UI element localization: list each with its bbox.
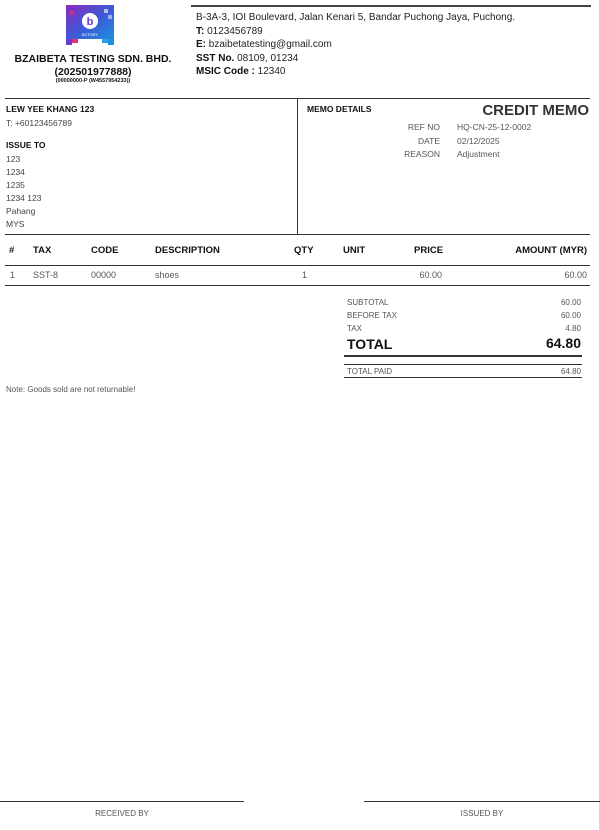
col-header-code: CODE [91, 245, 119, 256]
total-value: 64.80 [545, 335, 581, 351]
total-rule-thin [344, 364, 582, 365]
credit-memo-page: b BZTORY BZAIBETA TESTING SDN. BHD. (202501977888) (00000000-P (W4557954233)) B-3A-3, IOI Boulevard, Jalan Kenari 5, Bandar Puchong Jaya, Puchong. T: 0123456789 E: bzaibetatesting@gmail.com SST No. 08109, 01234 MSIC Code : 12340 LEW YEE KHANG 123 T: +60123456789 ISSUE TO 123 1234 1235 1234 123 Pahang MYS MEMO DETAILS CREDIT MEMO REF NO HQ-CN-25-12-0002 DATE 02/12/2025 REASON Adjustment # TAX CODE DESCRIPTION QTY UNIT PRICE AMOUNT (MYR) 1 SST-8 00000 shoes 1 60.00 60.00 SUBTOTAL 60.00 BEFORE TAX 60.00 TAX 4.80 TOTAL 64.80 TOTAL PAID 64.80 Note: Goods sold are not returnable! RECEIVED BY ISSUED BY [0, 0, 600, 830]
before-tax-value: 60.00 [560, 311, 581, 320]
total-label: TOTAL [347, 336, 393, 352]
col-header-price: PRICE [414, 245, 444, 256]
issued-by-label: ISSUED BY [460, 809, 504, 818]
address-line: 1235 [6, 180, 25, 190]
issue-to-address [6, 153, 41, 231]
svg-text:BZTORY: BZTORY [81, 32, 99, 37]
customer-name: LEW YEE KHANG 123 [6, 104, 95, 114]
col-header-num: # [9, 245, 15, 256]
svg-text:b: b [86, 16, 94, 28]
address-line: 1234 [6, 167, 25, 177]
before-tax-label: BEFORE TAX [347, 311, 397, 320]
address-line: Pahang [6, 206, 36, 216]
company-logo [64, 5, 116, 49]
address-line: 123 [6, 154, 21, 164]
col-header-amount: AMOUNT (MYR) [515, 245, 587, 256]
memo-details-label: MEMO DETAILS [307, 104, 372, 114]
cell-num: 1 [10, 270, 16, 280]
document-title: CREDIT MEMO [482, 102, 589, 119]
address-line: MYS [6, 219, 25, 229]
cell-description: shoes [155, 270, 180, 280]
subtotal-label: SUBTOTAL [347, 298, 389, 307]
cell-code: 00000 [91, 270, 117, 280]
cell-tax: SST-8 [33, 270, 59, 280]
tax-value: 4.80 [565, 324, 581, 333]
col-header-description: DESCRIPTION [155, 245, 220, 256]
cell-qty: 1 [302, 270, 308, 280]
cell-price: 60.00 [419, 270, 442, 280]
col-header-tax: TAX [33, 245, 52, 256]
company-address: B-3A-3, IOI Boulevard, Jalan Kenari 5, Bandar Puchong Jaya, Puchong. [196, 12, 516, 23]
tax-label: TAX [347, 324, 362, 333]
total-paid-value: 64.80 [560, 367, 581, 376]
company-old-reg: (00000000-P (W4557954233)) [55, 78, 131, 84]
company-msic: MSIC Code : 12340 [196, 66, 286, 78]
received-by-line [0, 801, 244, 802]
table-header-rule [5, 265, 590, 266]
issued-by-line [364, 801, 600, 802]
total-rule [344, 355, 582, 357]
subtotal-value: 60.00 [560, 298, 581, 307]
footer-note: Note: Goods sold are not returnable! [6, 385, 136, 394]
company-name: BZAIBETA TESTING SDN. BHD. [14, 53, 172, 65]
header-rule [191, 5, 591, 7]
section-divider [297, 98, 298, 234]
table-bottom-rule [5, 285, 590, 286]
company-contact-block [196, 11, 515, 79]
company-email: E: bzaibetatesting@gmail.com [196, 39, 332, 51]
col-header-unit: UNIT [343, 245, 366, 256]
company-sst: SST No. 08109, 01234 [196, 52, 299, 64]
company-reg-no: (202501977888) [54, 66, 132, 78]
address-line: 1234 123 [6, 193, 42, 203]
cell-amount: 60.00 [564, 270, 587, 280]
table-top-rule [5, 234, 590, 235]
company-tel: T: 0123456789 [196, 25, 263, 37]
issue-to-label: ISSUE TO [6, 140, 46, 150]
received-by-label: RECEIVED BY [95, 809, 149, 818]
total-paid-rule [344, 377, 582, 378]
col-header-qty: QTY [294, 245, 314, 256]
total-paid-label: TOTAL PAID [347, 367, 393, 376]
customer-tel: T: +60123456789 [6, 118, 72, 128]
